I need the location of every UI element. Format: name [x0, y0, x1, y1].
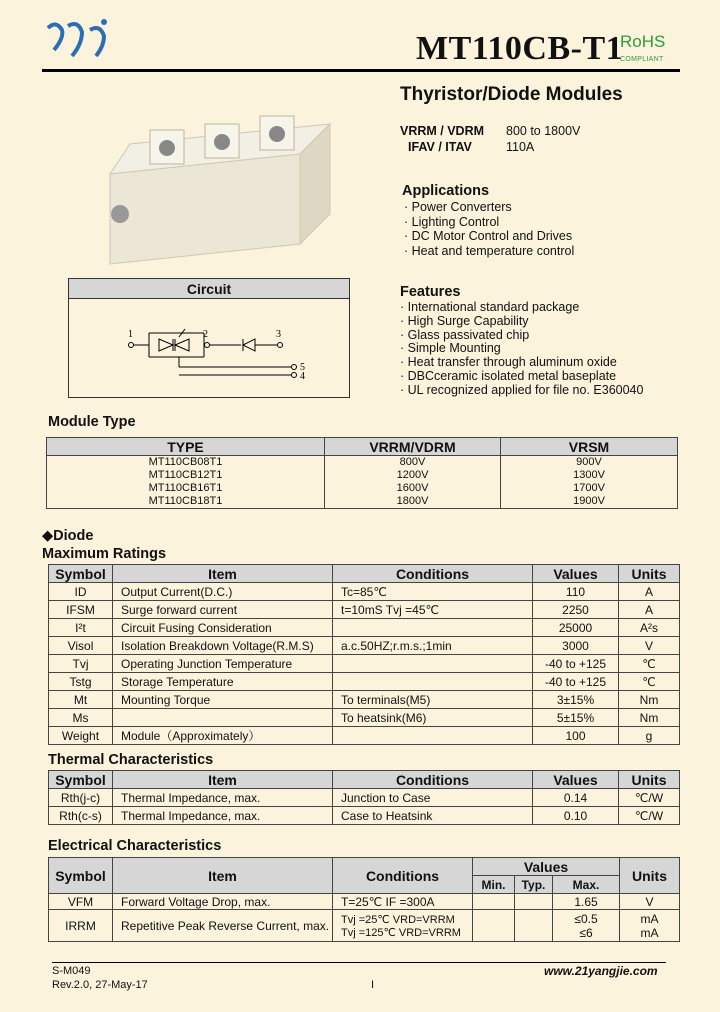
table-cell — [333, 619, 533, 637]
table-cell: 1800V — [325, 495, 501, 509]
table-cell: Thermal Impedance, max. — [113, 807, 333, 825]
spec-ifav-value: 110A — [506, 140, 535, 154]
table-header: Units — [619, 771, 680, 789]
part-number-title: MT110CB-T1 — [416, 30, 624, 67]
table-cell: 1600V — [325, 482, 501, 495]
list-item: · Heat and temperature control — [404, 244, 574, 259]
table-cell: 0.14 — [533, 789, 619, 807]
rohs-label: RoHS — [620, 32, 666, 51]
table-header: VRRM/VDRM — [325, 438, 501, 456]
unit-line: mA — [640, 911, 659, 926]
list-item: · International standard package — [400, 301, 643, 315]
table-cell: Mt — [49, 691, 113, 709]
table-cell — [333, 910, 473, 942]
max-ratings-table — [48, 564, 680, 745]
module-type-heading: Module Type — [48, 414, 136, 430]
list-item: · Lighting Control — [404, 215, 574, 230]
table-cell: Rth(c-s) — [49, 807, 113, 825]
table-cell: 0.10 — [533, 807, 619, 825]
table-cell: Junction to Case — [333, 789, 533, 807]
table-row — [49, 691, 680, 709]
table-cell: IFSM — [49, 601, 113, 619]
table-cell: Repetitive Peak Reverse Current, max. — [113, 910, 333, 942]
table-cell: Forward Voltage Drop, max. — [113, 894, 333, 910]
list-item: · UL recognized applied for file no. E360040 — [400, 384, 643, 398]
table-row — [49, 709, 680, 727]
table-row — [49, 894, 680, 910]
table-header: Units — [619, 565, 680, 583]
table-cell: ℃ — [619, 673, 680, 691]
table-cell: V — [620, 894, 680, 910]
table-row — [49, 655, 680, 673]
table-cell — [473, 894, 515, 910]
table-cell — [333, 727, 533, 745]
table-cell: MT110CB18T1 — [47, 495, 325, 509]
table-subheader: Typ. — [515, 876, 553, 894]
table-header: Symbol — [49, 771, 113, 789]
table-subheader: Min. — [473, 876, 515, 894]
table-cell: Tc=85℃ — [333, 583, 533, 601]
table-cell — [113, 709, 333, 727]
product-subtitle: Thyristor/Diode Modules — [400, 84, 623, 105]
max-ratings-heading: Maximum Ratings — [42, 546, 167, 562]
applications-heading: Applications — [402, 183, 490, 199]
table-cell: 1700V — [501, 482, 678, 495]
thermal-table — [48, 770, 680, 825]
table-header: Units — [620, 858, 680, 894]
list-item: · DBCceramic isolated metal baseplate — [400, 370, 643, 384]
electrical-table — [48, 857, 680, 942]
table-cell: 25000 — [533, 619, 619, 637]
table-cell — [515, 894, 553, 910]
table-cell: A — [619, 601, 680, 619]
table-cell — [553, 910, 620, 942]
list-item: · Power Converters — [404, 200, 574, 215]
table-cell: t=10mS Tvj =45℃ — [333, 601, 533, 619]
table-cell: A — [619, 583, 680, 601]
max-line: ≤0.5 — [574, 911, 598, 926]
table-cell: Surge forward current — [113, 601, 333, 619]
table-header: TYPE — [47, 438, 325, 456]
circuit-pin-2: 2 — [203, 329, 208, 340]
table-cell: a.c.50HZ;r.m.s.;1min — [333, 637, 533, 655]
list-item: · DC Motor Control and Drives — [404, 229, 574, 244]
list-item: · Glass passivated chip — [400, 329, 643, 343]
diode-heading: ◆Diode — [42, 528, 94, 544]
table-header: Symbol — [49, 858, 113, 894]
cond-line: Tvj =125℃ VRD=VRRM — [341, 926, 461, 939]
footer-divider — [52, 962, 666, 963]
circuit-pin-1: 1 — [128, 329, 133, 340]
table-cell: 5±15% — [533, 709, 619, 727]
table-cell: IRRM — [49, 910, 113, 942]
table-cell — [333, 655, 533, 673]
table-header: Conditions — [333, 771, 533, 789]
table-row — [49, 601, 680, 619]
footer-doc-id: S-M049 — [52, 965, 91, 977]
circuit-box — [68, 278, 350, 398]
table-cell: 800V — [325, 456, 501, 470]
table-header: Item — [113, 858, 333, 894]
table-cell: To terminals(M5) — [333, 691, 533, 709]
rohs-compliant-label: COMPLIANT — [620, 56, 664, 63]
cond-line: Tvj =25℃ VRD=VRRM — [341, 913, 455, 926]
table-header: Values — [533, 565, 619, 583]
table-cell: V — [619, 637, 680, 655]
table-cell — [515, 910, 553, 942]
table-header: VRSM — [501, 438, 678, 456]
table-header: Item — [113, 565, 333, 583]
table-cell: 3000 — [533, 637, 619, 655]
max-line: ≤6 — [579, 925, 593, 940]
table-cell: Nm — [619, 691, 680, 709]
list-item: · Simple Mounting — [400, 342, 643, 356]
table-cell: Circuit Fusing Consideration — [113, 619, 333, 637]
table-cell: -40 to +125 — [533, 673, 619, 691]
spec-ifav-label: IFAV / ITAV — [408, 140, 472, 154]
footer-revision: Rev.2.0, 27-May-17 — [52, 979, 148, 991]
table-row — [49, 807, 680, 825]
table-cell: MT110CB16T1 — [47, 482, 325, 495]
list-item: · Heat transfer through aluminum oxide — [400, 356, 643, 370]
table-cell: I²t — [49, 619, 113, 637]
table-row — [49, 673, 680, 691]
table-cell: MT110CB12T1 — [47, 469, 325, 482]
spec-vrrm-value: 800 to 1800V — [506, 124, 581, 138]
electrical-heading: Electrical Characteristics — [48, 838, 222, 854]
table-cell: 900V — [501, 456, 678, 470]
table-subheader: Max. — [553, 876, 620, 894]
table-header: Symbol — [49, 565, 113, 583]
table-cell: Thermal Impedance, max. — [113, 789, 333, 807]
table-cell: MT110CB08T1 — [47, 456, 325, 470]
table-cell: ℃/W — [619, 789, 680, 807]
module-type-table — [46, 437, 678, 509]
footer-page: I — [371, 979, 375, 991]
table-cell: To heatsink(M6) — [333, 709, 533, 727]
table-cell: ID — [49, 583, 113, 601]
module-product-image — [90, 104, 340, 274]
table-cell: 1.65 — [553, 894, 620, 910]
header-divider — [42, 69, 680, 72]
table-cell: A²s — [619, 619, 680, 637]
table-header: Item — [113, 771, 333, 789]
table-header: Conditions — [333, 858, 473, 894]
applications-list — [404, 200, 574, 258]
table-header: Values — [473, 858, 620, 876]
table-cell: -40 to +125 — [533, 655, 619, 673]
spec-vrrm-label: VRRM / VDRM — [400, 124, 485, 138]
features-heading: Features — [400, 284, 461, 300]
table-cell — [620, 910, 680, 942]
table-cell: Nm — [619, 709, 680, 727]
table-cell: 110 — [533, 583, 619, 601]
table-cell: Storage Temperature — [113, 673, 333, 691]
company-logo — [42, 16, 112, 62]
table-cell — [473, 910, 515, 942]
features-list — [400, 301, 643, 398]
table-cell: Isolation Breakdown Voltage(R.M.S) — [113, 637, 333, 655]
table-cell: Mounting Torque — [113, 691, 333, 709]
table-row — [49, 727, 680, 745]
table-cell: Visol — [49, 637, 113, 655]
table-row — [49, 619, 680, 637]
table-cell: 3±15% — [533, 691, 619, 709]
circuit-pin-5: 5 — [300, 362, 305, 373]
table-cell: Tstg — [49, 673, 113, 691]
table-cell: Module（Approximately） — [113, 727, 333, 745]
circuit-pin-4: 4 — [300, 371, 305, 382]
table-cell: Output Current(D.C.) — [113, 583, 333, 601]
circuit-pin-3: 3 — [276, 329, 281, 340]
table-cell: Tvj — [49, 655, 113, 673]
table-cell: Weight — [49, 727, 113, 745]
table-cell: 2250 — [533, 601, 619, 619]
table-cell: 1900V — [501, 495, 678, 509]
table-cell: 1300V — [501, 469, 678, 482]
table-cell: ℃/W — [619, 807, 680, 825]
table-cell: Rth(j-c) — [49, 789, 113, 807]
footer-website[interactable]: www.21yangjie.com — [544, 964, 658, 978]
list-item: · High Surge Capability — [400, 315, 643, 329]
thermal-heading: Thermal Characteristics — [48, 752, 214, 768]
table-cell: Case to Heatsink — [333, 807, 533, 825]
table-cell: g — [619, 727, 680, 745]
table-cell: T=25℃ IF =300A — [333, 894, 473, 910]
table-cell: VFM — [49, 894, 113, 910]
table-row — [49, 789, 680, 807]
circuit-diagram — [69, 299, 349, 397]
table-cell: Ms — [49, 709, 113, 727]
table-row — [49, 910, 680, 942]
circuit-heading: Circuit — [69, 279, 349, 299]
table-cell — [333, 673, 533, 691]
table-header: Conditions — [333, 565, 533, 583]
table-cell: ℃ — [619, 655, 680, 673]
table-cell: 100 — [533, 727, 619, 745]
table-cell: 1200V — [325, 469, 501, 482]
table-row — [49, 637, 680, 655]
table-row — [49, 583, 680, 601]
unit-line: mA — [640, 925, 659, 940]
table-cell: Operating Junction Temperature — [113, 655, 333, 673]
table-header: Values — [533, 771, 619, 789]
